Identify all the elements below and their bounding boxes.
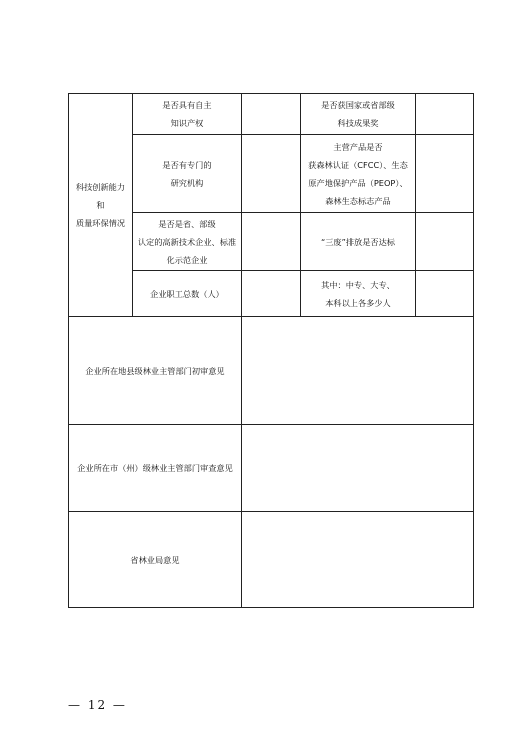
opinion-field-county[interactable]: [242, 317, 474, 425]
field-value-education-breakdown[interactable]: [416, 271, 474, 317]
label-line: 是否获国家或省部级: [321, 100, 395, 110]
application-form-table: [68, 93, 474, 608]
label-line: 是否是省、部级: [158, 218, 216, 229]
label-line: “三废”排放是否达标: [321, 236, 395, 247]
field-label-intellectual-property: [133, 94, 242, 135]
label-line: 化示范企业: [166, 254, 208, 265]
field-label-research-institute: [133, 135, 242, 213]
field-value-tech-award[interactable]: [416, 94, 474, 135]
table-row: [69, 512, 474, 608]
opinion-label-province: 省林业局意见: [69, 512, 242, 608]
field-value-total-employees[interactable]: [242, 271, 301, 317]
field-label-tech-award: [301, 94, 416, 135]
table-row: [69, 94, 474, 135]
section-label-line: 科技创新能力和: [75, 182, 126, 210]
label-line: 研究机构: [170, 177, 204, 188]
field-label-forest-certification: [301, 135, 416, 213]
opinion-field-province[interactable]: [242, 512, 474, 608]
opinion-label-county: 企业所在地县级林业主管部门初审意见: [69, 317, 242, 425]
opinion-label-city: 企业所在市（州）级林业主管部门审查意见: [69, 425, 242, 512]
opinion-field-city[interactable]: [242, 425, 474, 512]
label-line: 知识产权: [170, 118, 204, 128]
label-line: 其中：中专、大专、: [321, 279, 395, 290]
field-value-emission-compliance[interactable]: [416, 213, 474, 271]
label-line: 原产地保护产品（PEOP）、: [308, 177, 408, 188]
label-line: 是否具有自主: [162, 100, 212, 110]
page-number: — 12 —: [68, 698, 127, 712]
label-line: 森林生态标志产品: [325, 195, 391, 206]
section-label-line: 质量环保情况: [75, 218, 126, 228]
label-line: 主营产品是否: [333, 141, 383, 152]
field-value-forest-certification[interactable]: [416, 135, 474, 213]
section-label-cell: [69, 94, 133, 317]
table-row: [69, 317, 474, 425]
field-label-high-tech-enterprise: [133, 213, 242, 271]
field-label-education-breakdown: [301, 271, 416, 317]
table-row: [69, 425, 474, 512]
label-line: 认定的高新技术企业、标准: [137, 236, 237, 247]
field-label-emission-compliance: [301, 213, 416, 271]
label-line: 企业职工总数（人）: [150, 288, 224, 299]
label-line: 本科以上各多少人: [325, 297, 391, 308]
field-value-intellectual-property[interactable]: [242, 94, 301, 135]
field-value-high-tech-enterprise[interactable]: [242, 213, 301, 271]
field-label-total-employees: [133, 271, 242, 317]
label-line: 获森林认证（CFCC）、生态: [308, 159, 408, 170]
label-line: 科技成果奖: [337, 118, 379, 128]
label-line: 是否有专门的: [162, 159, 212, 170]
field-value-research-institute[interactable]: [242, 135, 301, 213]
